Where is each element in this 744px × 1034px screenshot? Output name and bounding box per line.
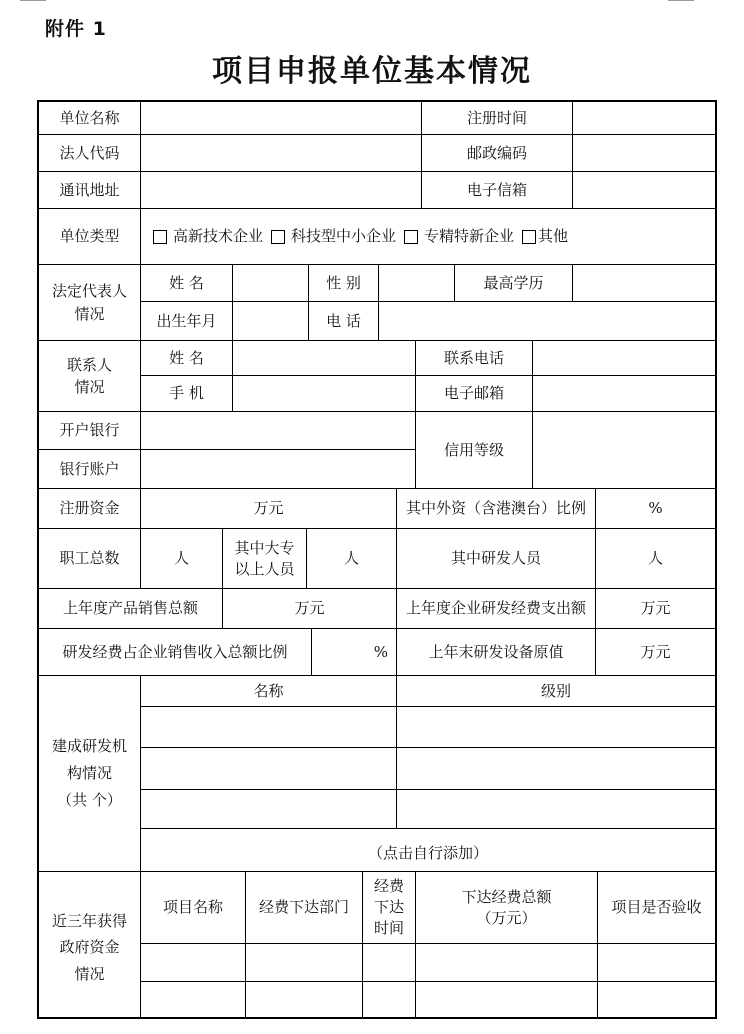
rep-gender-field[interactable] [379,265,455,302]
staff-total-field[interactable] [141,529,223,589]
postal-code-field[interactable] [573,135,717,172]
label-rep-phone: 电 话 [309,302,379,341]
contact-mobile-field[interactable] [233,376,416,412]
e-mailbox-field[interactable] [573,172,717,209]
header-accepted: 项目是否验收 [598,872,717,944]
accepted-field[interactable] [598,982,717,1019]
unit-wan-yuan: 万元 [640,642,671,661]
label-postal-code: 邮政编码 [422,135,573,172]
reg-capital-field[interactable] [141,489,397,529]
unit-wan-yuan: 万元 [640,599,671,618]
label-e-mailbox: 电子信箱 [422,172,573,209]
college-above-field[interactable] [307,529,397,589]
header-inst-name: 名称 [141,676,397,707]
contact-phone-field[interactable] [533,341,717,376]
option-other[interactable]: 其他 [518,225,568,248]
header-fund-dept: 经费下达部门 [246,872,363,944]
unit-wan-yuan: 万元 [294,599,325,618]
fund-total-field[interactable] [416,944,598,982]
rep-education-field[interactable] [573,265,717,302]
credit-field[interactable] [533,412,717,489]
option-specialized[interactable]: 专精特新企业 [400,225,514,248]
label-reg-time: 注册时间 [422,100,573,135]
fund-dept-field[interactable] [246,982,363,1019]
add-row-link[interactable]: （点击自行添加） [141,829,717,872]
fund-time-field[interactable] [363,944,416,982]
unit-type-options [141,209,717,265]
unit-person: 人 [173,549,189,568]
checkbox-icon[interactable] [404,230,418,244]
label-college-above: 其中大专 以上人员 [223,529,307,589]
address-field[interactable] [141,172,422,209]
page-title: 项目申报单位基本情况 [212,54,532,89]
fund-dept-field[interactable] [246,944,363,982]
legal-code-field[interactable] [141,135,422,172]
last-sales-field[interactable] [223,589,397,629]
contact-email-field[interactable] [533,376,717,412]
label-rd-equipment: 上年末研发设备原值 [397,629,596,676]
inst-level-field[interactable] [397,790,717,829]
fund-total-field[interactable] [416,982,598,1019]
proj-name-field[interactable] [141,944,246,982]
option-high-tech[interactable]: 高新技术企业 [149,225,263,248]
checkbox-icon[interactable] [522,230,536,244]
label-rep-gender: 性 别 [309,265,379,302]
header-fund-time: 经费 下达 时间 [363,872,416,944]
label-contact-email: 电子邮箱 [416,376,533,412]
rd-ratio-field[interactable] [312,629,397,676]
foreign-ratio-field[interactable] [596,489,717,529]
unit-person: 人 [343,549,359,568]
label-contact-phone: 联系电话 [416,341,533,376]
unit-person: 人 [647,549,663,568]
rep-phone-field[interactable] [379,302,717,341]
label-contact-name: 姓 名 [141,341,233,376]
account-field[interactable] [141,450,416,489]
checkbox-icon[interactable] [153,230,167,244]
option-sme[interactable]: 科技型中小企业 [267,225,396,248]
label-unit-type: 单位类型 [37,209,141,265]
proj-name-field[interactable] [141,982,246,1019]
label-rd-ratio: 研发经费占企业销售收入总额比例 [37,629,312,676]
rep-name-field[interactable] [233,265,309,302]
label-rep-name: 姓 名 [141,265,233,302]
rep-birth-field[interactable] [233,302,309,341]
label-rd-institutions: 建成研发机 构情况 （共 个） [37,676,141,872]
contact-name-field[interactable] [233,341,416,376]
label-contact: 联系人 情况 [37,341,141,412]
inst-name-field[interactable] [141,790,397,829]
unit-name-field[interactable] [141,100,422,135]
reg-time-field[interactable] [573,100,717,135]
label-reg-capital: 注册资金 [37,489,141,529]
label-gov-funds: 近三年获得 政府资金 情况 [37,872,141,1019]
label-rep-education: 最高学历 [455,265,573,302]
label-last-rd-spend: 上年度企业研发经费支出额 [397,589,596,629]
label-unit-name: 单位名称 [37,100,141,135]
unit-percent: % [373,642,388,661]
label-last-sales: 上年度产品销售总额 [37,589,223,629]
label-staff-total: 职工总数 [37,529,141,589]
unit-percent: % [648,499,663,518]
last-rd-spend-field[interactable] [596,589,717,629]
label-contact-mobile: 手 机 [141,376,233,412]
header-fund-total: 下达经费总额 （万元） [416,872,598,944]
header-inst-level: 级别 [397,676,717,707]
bank-field[interactable] [141,412,416,450]
header-proj-name: 项目名称 [141,872,246,944]
inst-name-field[interactable] [141,748,397,790]
checkbox-icon[interactable] [271,230,285,244]
label-account: 银行账户 [37,450,141,489]
label-rep-birth: 出生年月 [141,302,233,341]
inst-name-field[interactable] [141,707,397,748]
accepted-field[interactable] [598,944,717,982]
attachment-label: 附件 1 [45,18,107,40]
inst-level-field[interactable] [397,748,717,790]
label-legal-rep: 法定代表人 情况 [37,265,141,341]
rd-staff-field[interactable] [596,529,717,589]
unit-wan-yuan: 万元 [253,499,284,518]
label-foreign-ratio: 其中外资（含港澳台）比例 [397,489,596,529]
label-address: 通讯地址 [37,172,141,209]
inst-level-field[interactable] [397,707,717,748]
label-legal-code: 法人代码 [37,135,141,172]
label-credit: 信用等级 [416,412,533,489]
rd-equipment-field[interactable] [596,629,717,676]
fund-time-field[interactable] [363,982,416,1019]
label-rd-staff: 其中研发人员 [397,529,596,589]
label-bank: 开户银行 [37,412,141,450]
